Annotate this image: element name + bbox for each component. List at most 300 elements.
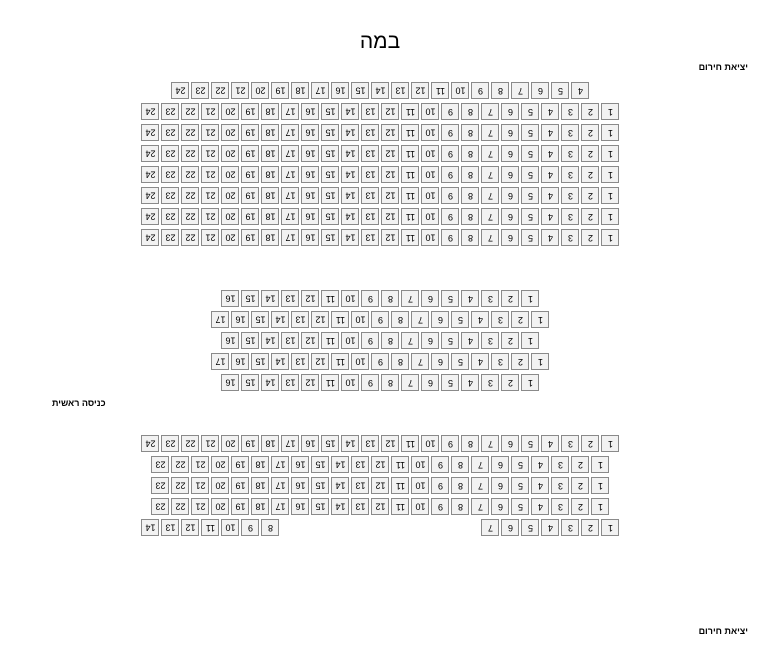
seat[interactable] — [351, 456, 369, 473]
seat[interactable] — [451, 456, 469, 473]
seat[interactable] — [241, 124, 259, 141]
seat[interactable] — [261, 374, 279, 391]
seat[interactable] — [161, 124, 179, 141]
seat[interactable] — [391, 477, 409, 494]
seat[interactable] — [291, 311, 309, 328]
seat[interactable] — [221, 145, 239, 162]
seat[interactable] — [481, 103, 499, 120]
seat[interactable] — [461, 124, 479, 141]
seat[interactable] — [441, 187, 459, 204]
seat[interactable] — [441, 124, 459, 141]
seat[interactable] — [461, 166, 479, 183]
seat[interactable] — [281, 103, 299, 120]
seat[interactable] — [531, 82, 549, 99]
seat[interactable] — [441, 374, 459, 391]
seat[interactable] — [271, 353, 289, 370]
seat[interactable] — [531, 311, 549, 328]
seat[interactable] — [341, 435, 359, 452]
seat[interactable] — [511, 498, 529, 515]
seat[interactable] — [541, 208, 559, 225]
seat[interactable] — [301, 103, 319, 120]
seat[interactable] — [581, 208, 599, 225]
seat[interactable] — [281, 374, 299, 391]
seat[interactable] — [321, 103, 339, 120]
seat[interactable] — [301, 166, 319, 183]
seat[interactable] — [341, 332, 359, 349]
seat[interactable] — [341, 229, 359, 246]
seat[interactable] — [281, 332, 299, 349]
seat[interactable] — [401, 290, 419, 307]
seat[interactable] — [481, 124, 499, 141]
seat[interactable] — [341, 166, 359, 183]
seat[interactable] — [361, 103, 379, 120]
seat[interactable] — [391, 82, 409, 99]
seat[interactable] — [501, 103, 519, 120]
seat[interactable] — [421, 145, 439, 162]
seat[interactable] — [581, 103, 599, 120]
seat[interactable] — [141, 166, 159, 183]
seat[interactable] — [521, 103, 539, 120]
seat[interactable] — [521, 187, 539, 204]
seat[interactable] — [251, 498, 269, 515]
seat[interactable] — [471, 353, 489, 370]
seat[interactable] — [301, 229, 319, 246]
seat[interactable] — [181, 145, 199, 162]
seat[interactable] — [361, 290, 379, 307]
seat[interactable] — [221, 208, 239, 225]
seat[interactable] — [271, 456, 289, 473]
seat[interactable] — [311, 353, 329, 370]
seat[interactable] — [331, 82, 349, 99]
seat[interactable] — [271, 311, 289, 328]
seat[interactable] — [381, 145, 399, 162]
seat[interactable] — [141, 229, 159, 246]
seat[interactable] — [431, 477, 449, 494]
seat[interactable] — [141, 187, 159, 204]
seat[interactable] — [241, 166, 259, 183]
seat[interactable] — [231, 498, 249, 515]
seat[interactable] — [371, 311, 389, 328]
seat[interactable] — [141, 145, 159, 162]
seat[interactable] — [161, 166, 179, 183]
seat[interactable] — [601, 187, 619, 204]
seat[interactable] — [601, 435, 619, 452]
seat[interactable] — [561, 103, 579, 120]
seat[interactable] — [601, 166, 619, 183]
seat[interactable] — [301, 124, 319, 141]
seat[interactable] — [241, 145, 259, 162]
seat[interactable] — [331, 456, 349, 473]
seat[interactable] — [191, 477, 209, 494]
seat[interactable] — [241, 103, 259, 120]
seat[interactable] — [301, 187, 319, 204]
seat[interactable] — [521, 374, 539, 391]
seat[interactable] — [401, 332, 419, 349]
seat[interactable] — [461, 332, 479, 349]
seat[interactable] — [561, 208, 579, 225]
seat[interactable] — [361, 145, 379, 162]
seat[interactable] — [481, 187, 499, 204]
seat[interactable] — [491, 456, 509, 473]
seat[interactable] — [161, 208, 179, 225]
seat[interactable] — [341, 208, 359, 225]
seat[interactable] — [441, 435, 459, 452]
seat[interactable] — [491, 498, 509, 515]
seat[interactable] — [461, 435, 479, 452]
seat[interactable] — [161, 187, 179, 204]
seat[interactable] — [281, 290, 299, 307]
seat[interactable] — [501, 124, 519, 141]
seat[interactable] — [351, 311, 369, 328]
seat[interactable] — [261, 208, 279, 225]
seat[interactable] — [291, 353, 309, 370]
seat[interactable] — [541, 145, 559, 162]
seat[interactable] — [411, 311, 429, 328]
seat[interactable] — [341, 103, 359, 120]
seat[interactable] — [351, 477, 369, 494]
seat[interactable] — [221, 435, 239, 452]
seat[interactable] — [221, 187, 239, 204]
seat[interactable] — [171, 82, 189, 99]
seat[interactable] — [501, 145, 519, 162]
seat[interactable] — [501, 374, 519, 391]
seat[interactable] — [461, 145, 479, 162]
seat[interactable] — [391, 353, 409, 370]
seat[interactable] — [531, 477, 549, 494]
seat[interactable] — [161, 435, 179, 452]
seat[interactable] — [511, 353, 529, 370]
seat[interactable] — [311, 82, 329, 99]
seat[interactable] — [421, 435, 439, 452]
seat[interactable] — [331, 498, 349, 515]
seat[interactable] — [511, 311, 529, 328]
seat[interactable] — [401, 435, 419, 452]
seat[interactable] — [481, 166, 499, 183]
seat[interactable] — [401, 103, 419, 120]
seat[interactable] — [531, 456, 549, 473]
seat[interactable] — [171, 456, 189, 473]
seat[interactable] — [341, 187, 359, 204]
seat[interactable] — [561, 145, 579, 162]
seat[interactable] — [411, 456, 429, 473]
seat[interactable] — [271, 477, 289, 494]
seat[interactable] — [331, 353, 349, 370]
seat[interactable] — [541, 435, 559, 452]
seat[interactable] — [291, 477, 309, 494]
seat[interactable] — [231, 82, 249, 99]
seat[interactable] — [581, 519, 599, 536]
seat[interactable] — [521, 290, 539, 307]
seat[interactable] — [221, 229, 239, 246]
seat[interactable] — [171, 477, 189, 494]
seat[interactable] — [341, 290, 359, 307]
seat[interactable] — [521, 435, 539, 452]
seat[interactable] — [261, 166, 279, 183]
seat[interactable] — [201, 229, 219, 246]
seat[interactable] — [161, 519, 179, 536]
seat[interactable] — [421, 374, 439, 391]
seat[interactable] — [251, 456, 269, 473]
seat[interactable] — [311, 456, 329, 473]
seat[interactable] — [401, 124, 419, 141]
seat[interactable] — [471, 456, 489, 473]
seat[interactable] — [371, 353, 389, 370]
seat[interactable] — [281, 145, 299, 162]
seat[interactable] — [361, 166, 379, 183]
seat[interactable] — [421, 229, 439, 246]
seat[interactable] — [581, 166, 599, 183]
seat[interactable] — [521, 124, 539, 141]
seat[interactable] — [441, 145, 459, 162]
seat[interactable] — [241, 519, 259, 536]
seat[interactable] — [221, 332, 239, 349]
seat[interactable] — [371, 456, 389, 473]
seat[interactable] — [351, 82, 369, 99]
seat[interactable] — [501, 187, 519, 204]
seat[interactable] — [551, 456, 569, 473]
seat[interactable] — [281, 208, 299, 225]
seat[interactable] — [601, 124, 619, 141]
seat[interactable] — [601, 145, 619, 162]
seat[interactable] — [581, 187, 599, 204]
seat[interactable] — [531, 498, 549, 515]
seat[interactable] — [181, 124, 199, 141]
seat[interactable] — [581, 124, 599, 141]
seat[interactable] — [461, 103, 479, 120]
seat[interactable] — [241, 229, 259, 246]
seat[interactable] — [181, 187, 199, 204]
seat[interactable] — [201, 166, 219, 183]
seat[interactable] — [311, 477, 329, 494]
seat[interactable] — [401, 166, 419, 183]
seat[interactable] — [181, 103, 199, 120]
seat[interactable] — [261, 187, 279, 204]
seat[interactable] — [151, 477, 169, 494]
seat[interactable] — [301, 374, 319, 391]
seat[interactable] — [261, 332, 279, 349]
seat[interactable] — [251, 311, 269, 328]
seat[interactable] — [371, 82, 389, 99]
seat[interactable] — [281, 124, 299, 141]
seat[interactable] — [381, 166, 399, 183]
seat[interactable] — [411, 498, 429, 515]
seat[interactable] — [381, 208, 399, 225]
seat[interactable] — [341, 145, 359, 162]
seat[interactable] — [301, 145, 319, 162]
seat[interactable] — [361, 187, 379, 204]
seat[interactable] — [551, 82, 569, 99]
seat[interactable] — [261, 229, 279, 246]
seat[interactable] — [261, 124, 279, 141]
seat[interactable] — [201, 145, 219, 162]
seat[interactable] — [261, 435, 279, 452]
seat[interactable] — [561, 435, 579, 452]
seat[interactable] — [441, 103, 459, 120]
seat[interactable] — [391, 498, 409, 515]
seat[interactable] — [581, 229, 599, 246]
seat[interactable] — [321, 374, 339, 391]
seat[interactable] — [231, 353, 249, 370]
seat[interactable] — [281, 229, 299, 246]
seat[interactable] — [181, 229, 199, 246]
seat[interactable] — [141, 208, 159, 225]
seat[interactable] — [301, 208, 319, 225]
seat[interactable] — [381, 435, 399, 452]
seat[interactable] — [481, 435, 499, 452]
seat[interactable] — [501, 166, 519, 183]
seat[interactable] — [191, 456, 209, 473]
seat[interactable] — [461, 374, 479, 391]
seat[interactable] — [361, 124, 379, 141]
seat[interactable] — [381, 374, 399, 391]
seat[interactable] — [371, 498, 389, 515]
seat[interactable] — [571, 456, 589, 473]
seat[interactable] — [381, 124, 399, 141]
seat[interactable] — [591, 456, 609, 473]
seat[interactable] — [341, 374, 359, 391]
seat[interactable] — [511, 456, 529, 473]
seat[interactable] — [461, 208, 479, 225]
seat[interactable] — [511, 82, 529, 99]
seat[interactable] — [381, 103, 399, 120]
seat[interactable] — [251, 82, 269, 99]
seat[interactable] — [501, 435, 519, 452]
seat[interactable] — [221, 103, 239, 120]
seat[interactable] — [591, 477, 609, 494]
seat[interactable] — [421, 208, 439, 225]
seat[interactable] — [571, 82, 589, 99]
seat[interactable] — [381, 290, 399, 307]
seat[interactable] — [291, 498, 309, 515]
seat[interactable] — [561, 187, 579, 204]
seat[interactable] — [201, 187, 219, 204]
seat[interactable] — [151, 498, 169, 515]
seat[interactable] — [581, 145, 599, 162]
seat[interactable] — [321, 166, 339, 183]
seat[interactable] — [241, 435, 259, 452]
seat[interactable] — [541, 124, 559, 141]
seat[interactable] — [251, 353, 269, 370]
seat[interactable] — [401, 145, 419, 162]
seat[interactable] — [571, 498, 589, 515]
seat[interactable] — [321, 187, 339, 204]
seat[interactable] — [341, 124, 359, 141]
seat[interactable] — [421, 187, 439, 204]
seat[interactable] — [211, 353, 229, 370]
seat[interactable] — [281, 187, 299, 204]
seat[interactable] — [201, 435, 219, 452]
seat[interactable] — [541, 166, 559, 183]
seat[interactable] — [281, 435, 299, 452]
seat[interactable] — [221, 290, 239, 307]
seat[interactable] — [351, 353, 369, 370]
seat[interactable] — [181, 166, 199, 183]
seat[interactable] — [421, 290, 439, 307]
seat[interactable] — [561, 229, 579, 246]
seat[interactable] — [211, 82, 229, 99]
seat[interactable] — [161, 103, 179, 120]
seat[interactable] — [541, 187, 559, 204]
seat[interactable] — [301, 332, 319, 349]
seat[interactable] — [441, 166, 459, 183]
seat[interactable] — [221, 519, 239, 536]
seat[interactable] — [291, 456, 309, 473]
seat[interactable] — [221, 124, 239, 141]
seat[interactable] — [521, 145, 539, 162]
seat[interactable] — [421, 124, 439, 141]
seat[interactable] — [241, 290, 259, 307]
seat[interactable] — [581, 435, 599, 452]
seat[interactable] — [441, 332, 459, 349]
seat[interactable] — [451, 498, 469, 515]
seat[interactable] — [481, 374, 499, 391]
seat[interactable] — [461, 229, 479, 246]
seat[interactable] — [571, 477, 589, 494]
seat[interactable] — [471, 82, 489, 99]
seat[interactable] — [201, 124, 219, 141]
seat[interactable] — [491, 477, 509, 494]
seat[interactable] — [601, 208, 619, 225]
seat[interactable] — [431, 456, 449, 473]
seat[interactable] — [241, 187, 259, 204]
seat[interactable] — [231, 311, 249, 328]
seat[interactable] — [171, 498, 189, 515]
seat[interactable] — [161, 229, 179, 246]
seat[interactable] — [251, 477, 269, 494]
seat[interactable] — [561, 166, 579, 183]
seat[interactable] — [551, 477, 569, 494]
seat[interactable] — [461, 290, 479, 307]
seat[interactable] — [201, 519, 219, 536]
seat[interactable] — [271, 498, 289, 515]
seat[interactable] — [421, 332, 439, 349]
seat[interactable] — [411, 82, 429, 99]
seat[interactable] — [481, 208, 499, 225]
seat[interactable] — [321, 435, 339, 452]
seat[interactable] — [231, 456, 249, 473]
seat[interactable] — [461, 187, 479, 204]
seat[interactable] — [221, 374, 239, 391]
seat[interactable] — [401, 208, 419, 225]
seat[interactable] — [211, 456, 229, 473]
seat[interactable] — [141, 519, 159, 536]
seat[interactable] — [241, 332, 259, 349]
seat[interactable] — [521, 519, 539, 536]
seat[interactable] — [281, 166, 299, 183]
seat[interactable] — [401, 229, 419, 246]
seat[interactable] — [501, 229, 519, 246]
seat[interactable] — [181, 519, 199, 536]
seat[interactable] — [321, 332, 339, 349]
seat[interactable] — [451, 82, 469, 99]
seat[interactable] — [331, 311, 349, 328]
seat[interactable] — [211, 498, 229, 515]
seat[interactable] — [511, 477, 529, 494]
seat[interactable] — [311, 311, 329, 328]
seat[interactable] — [141, 435, 159, 452]
seat[interactable] — [441, 229, 459, 246]
seat[interactable] — [521, 208, 539, 225]
seat[interactable] — [211, 311, 229, 328]
seat[interactable] — [451, 311, 469, 328]
seat[interactable] — [501, 290, 519, 307]
seat[interactable] — [261, 519, 279, 536]
seat[interactable] — [451, 477, 469, 494]
seat[interactable] — [361, 229, 379, 246]
seat[interactable] — [501, 332, 519, 349]
seat[interactable] — [261, 145, 279, 162]
seat[interactable] — [361, 435, 379, 452]
